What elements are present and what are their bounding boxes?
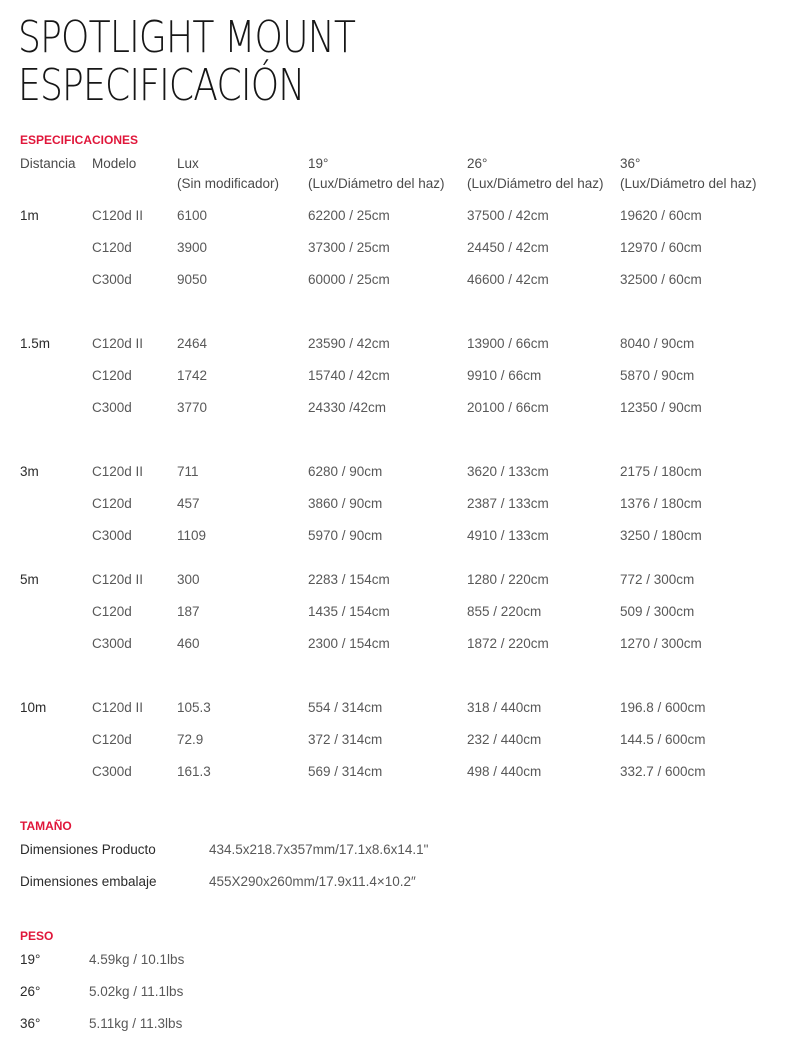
weight-row-label: 36°: [20, 1016, 41, 1031]
cell-19: 372 / 314cm: [308, 732, 383, 747]
cell-model: C120d II: [92, 208, 144, 223]
cell-36: 32500 / 60cm: [620, 272, 702, 287]
cell-model: C120d II: [92, 464, 144, 479]
cell-26: 2387 / 133cm: [467, 496, 549, 511]
cell-lux: 300: [177, 572, 200, 587]
page-title-line1: SPOTLIGHT MOUNT: [18, 12, 356, 63]
cell-lux: 1742: [177, 368, 208, 383]
cell-model: C300d: [92, 636, 132, 651]
cell-model: C300d: [92, 272, 132, 287]
cell-36: 1270 / 300cm: [620, 636, 702, 651]
cell-19: 2300 / 154cm: [308, 636, 390, 651]
cell-26: 3620 / 133cm: [467, 464, 549, 479]
size-row-label: Dimensiones embalaje: [20, 874, 157, 889]
cell-26: 24450 / 42cm: [467, 240, 549, 255]
cell-26: 232 / 440cm: [467, 732, 542, 747]
header-19: 19°: [308, 156, 329, 171]
cell-lux: 711: [177, 464, 199, 479]
header-lux-sub: (Sin modificador): [177, 176, 280, 191]
distance-label: 1m: [20, 208, 39, 223]
cell-36: 196.8 / 600cm: [620, 700, 706, 715]
cell-model: C300d: [92, 764, 132, 779]
cell-19: 554 / 314cm: [308, 700, 383, 715]
distance-label: 1.5m: [20, 336, 51, 351]
header-36-sub: (Lux/Diámetro del haz): [620, 176, 757, 191]
cell-36: 12970 / 60cm: [620, 240, 702, 255]
cell-36: 332.7 / 600cm: [620, 764, 706, 779]
cell-26: 13900 / 66cm: [467, 336, 549, 351]
cell-36: 3250 / 180cm: [620, 528, 702, 543]
cell-26: 498 / 440cm: [467, 764, 542, 779]
cell-model: C300d: [92, 400, 132, 415]
cell-19: 37300 / 25cm: [308, 240, 390, 255]
header-36: 36°: [620, 156, 641, 171]
cell-lux: 161.3: [177, 764, 211, 779]
cell-lux: 105.3: [177, 700, 211, 715]
cell-36: 2175 / 180cm: [620, 464, 702, 479]
cell-lux: 2464: [177, 336, 208, 351]
cell-36: 8040 / 90cm: [620, 336, 695, 351]
header-26: 26°: [467, 156, 488, 171]
weight-row-label: 26°: [20, 984, 41, 999]
cell-model: C120d: [92, 240, 132, 255]
cell-26: 9910 / 66cm: [467, 368, 542, 383]
cell-26: 37500 / 42cm: [467, 208, 549, 223]
page-title-line2: ESPECIFICACIÓN: [18, 60, 305, 111]
distance-label: 5m: [20, 572, 39, 587]
size-section-label: TAMAÑO: [20, 819, 72, 833]
cell-26: 4910 / 133cm: [467, 528, 549, 543]
cell-26: 20100 / 66cm: [467, 400, 549, 415]
cell-19: 24330 /42cm: [308, 400, 387, 415]
cell-lux: 72.9: [177, 732, 204, 747]
weight-row-value: 4.59kg / 10.1lbs: [89, 952, 185, 967]
cell-19: 15740 / 42cm: [308, 368, 390, 383]
cell-26: 1280 / 220cm: [467, 572, 549, 587]
cell-36: 12350 / 90cm: [620, 400, 702, 415]
cell-lux: 3900: [177, 240, 208, 255]
cell-lux: 457: [177, 496, 200, 511]
page-title: [18, 14, 355, 110]
cell-26: 1872 / 220cm: [467, 636, 549, 651]
weight-row-value: 5.11kg / 11.3lbs: [89, 1016, 183, 1031]
cell-model: C120d II: [92, 572, 144, 587]
cell-36: 144.5 / 600cm: [620, 732, 706, 747]
cell-26: 318 / 440cm: [467, 700, 542, 715]
weight-row-label: 19°: [20, 952, 41, 967]
cell-19: 3860 / 90cm: [308, 496, 383, 511]
header-19-sub: (Lux/Diámetro del haz): [308, 176, 445, 191]
cell-19: 1435 / 154cm: [308, 604, 390, 619]
cell-model: C300d: [92, 528, 132, 543]
cell-model: C120d II: [92, 700, 144, 715]
cell-lux: 9050: [177, 272, 208, 287]
cell-26: 46600 / 42cm: [467, 272, 549, 287]
cell-19: 23590 / 42cm: [308, 336, 390, 351]
distance-label: 3m: [20, 464, 39, 479]
cell-lux: 6100: [177, 208, 208, 223]
size-row-value: 455X290x260mm/17.9x11.4×10.2″: [209, 874, 416, 889]
cell-model: C120d: [92, 368, 132, 383]
size-row-value: 434.5x218.7x357mm/17.1x8.6x14.1": [209, 842, 429, 857]
cell-19: 5970 / 90cm: [308, 528, 383, 543]
header-distance: Distancia: [20, 156, 76, 171]
weight-row-value: 5.02kg / 11.1lbs: [89, 984, 184, 999]
cell-19: 60000 / 25cm: [308, 272, 390, 287]
cell-lux: 3770: [177, 400, 208, 415]
cell-36: 772 / 300cm: [620, 572, 695, 587]
cell-36: 5870 / 90cm: [620, 368, 695, 383]
cell-model: C120d: [92, 732, 132, 747]
cell-26: 855 / 220cm: [467, 604, 542, 619]
size-row-label: Dimensiones Producto: [20, 842, 156, 857]
cell-lux: 1109: [177, 528, 207, 543]
cell-model: C120d II: [92, 336, 144, 351]
cell-model: C120d: [92, 604, 132, 619]
cell-lux: 187: [177, 604, 200, 619]
cell-36: 19620 / 60cm: [620, 208, 702, 223]
header-model: Modelo: [92, 156, 137, 171]
cell-19: 6280 / 90cm: [308, 464, 383, 479]
cell-36: 1376 / 180cm: [620, 496, 702, 511]
cell-36: 509 / 300cm: [620, 604, 695, 619]
specs-section-label: ESPECIFICACIONES: [20, 133, 139, 147]
cell-19: 2283 / 154cm: [308, 572, 390, 587]
cell-model: C120d: [92, 496, 132, 511]
header-lux: Lux: [177, 156, 199, 171]
distance-label: 10m: [20, 700, 47, 715]
cell-19: 569 / 314cm: [308, 764, 383, 779]
cell-19: 62200 / 25cm: [308, 208, 390, 223]
weight-section-label: PESO: [20, 929, 54, 943]
cell-lux: 460: [177, 636, 200, 651]
header-26-sub: (Lux/Diámetro del haz): [467, 176, 604, 191]
